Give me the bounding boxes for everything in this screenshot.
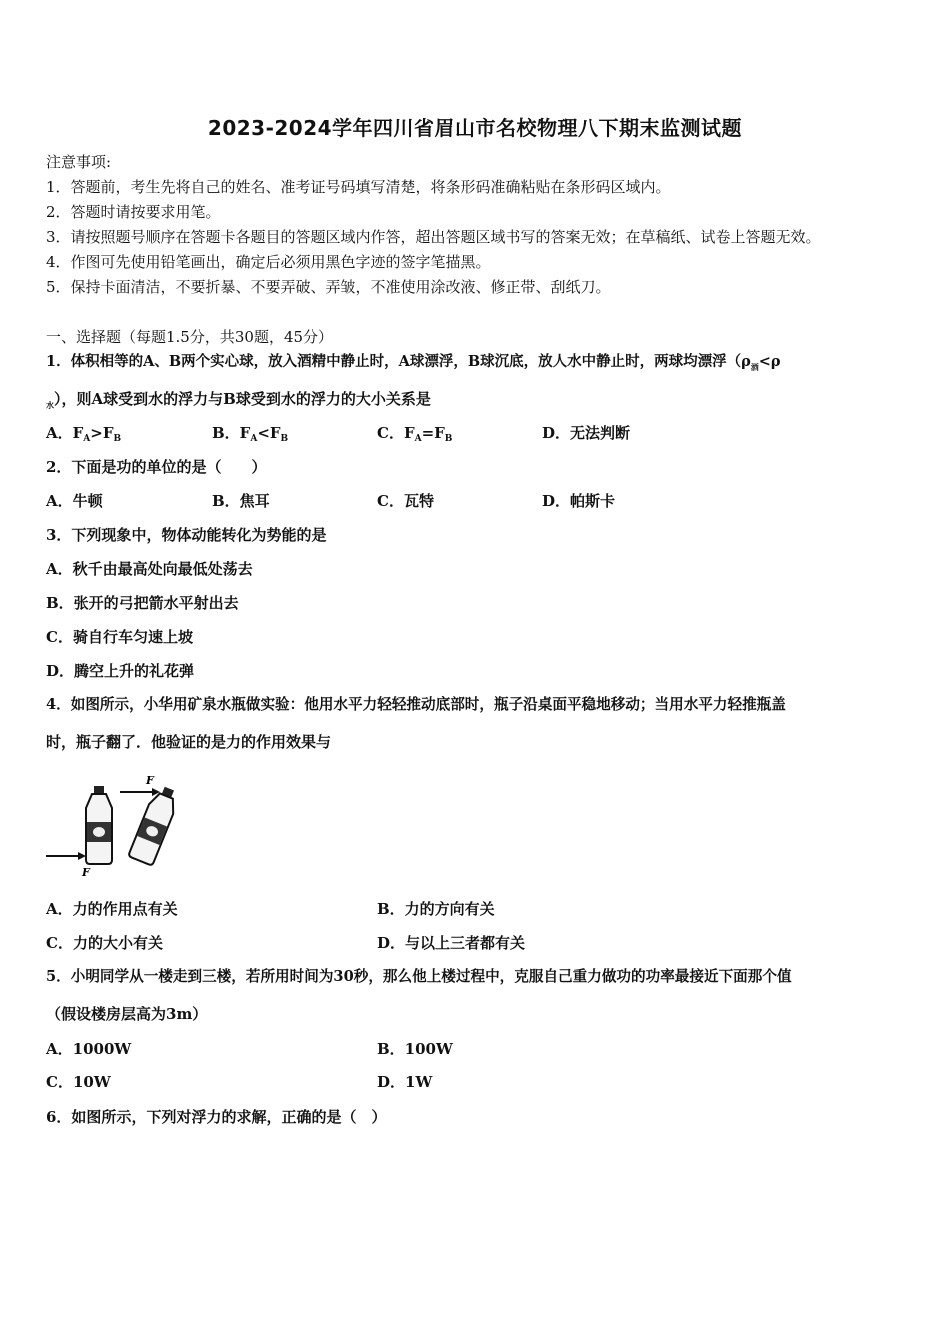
option-b[interactable]: B．焦耳 — [212, 492, 270, 510]
rho-subscript: 水 — [46, 400, 54, 410]
option-d[interactable]: D．1W — [377, 1073, 433, 1091]
option-b[interactable] — [212, 423, 288, 449]
question-4-line2: 时，瓶子翻了．他验证的是力的作用效果与 — [46, 733, 332, 751]
option-a[interactable]: A．力的作用点有关 — [46, 900, 178, 918]
label-mark — [93, 827, 105, 837]
option-c[interactable]: C．力的大小有关 — [46, 934, 163, 952]
notice-item: 3．请按照题号顺序在答题卡各题目的答题区域内作答，超出答题区域书写的答案无效；在草稿纸、试卷上答题无效。 — [46, 228, 821, 246]
option-a[interactable]: A．1000W — [46, 1040, 132, 1058]
option-text: C．F — [377, 424, 415, 442]
option-text: A．F — [46, 424, 84, 442]
option-b[interactable]: B．100W — [377, 1040, 453, 1058]
option-d[interactable]: D．与以上三者都有关 — [377, 934, 526, 952]
subscript: B — [444, 434, 453, 444]
subscript: A — [250, 434, 258, 444]
question-3-stem: 3．下列现象中，物体动能转化为势能的是 — [46, 526, 327, 544]
option-text: =F — [421, 424, 445, 442]
subscript: A — [83, 434, 91, 444]
notice-item: 1．答题前，考生先将自己的姓名、准考证号码填写清楚，将条形码准确粘贴在条形码区域内。 — [46, 178, 671, 196]
option-a[interactable]: A．牛顿 — [46, 492, 103, 510]
option-d[interactable]: D．帕斯卡 — [542, 492, 616, 510]
section-heading: 一、选择题（每题1.5分，共30题，45分） — [46, 328, 334, 346]
bottle-cap — [94, 786, 104, 794]
option-c[interactable]: C．瓦特 — [377, 492, 434, 510]
option-c[interactable]: C．骑自行车匀速上坡 — [46, 628, 193, 646]
question-1-text: 1．体积相等的A、B两个实心球，放入酒精中静止时，A球漂浮，B球沉底，放人水中静止时，两球均漂浮（ρ — [46, 353, 751, 370]
rho-subscript: 酒 — [750, 362, 759, 372]
option-a[interactable] — [46, 423, 121, 449]
subscript: B — [113, 434, 122, 444]
bottle-figure — [44, 772, 194, 886]
option-d[interactable]: D．无法判断 — [542, 424, 631, 442]
question-5-line2: （假设楼房层高为3m） — [46, 1005, 208, 1023]
subscript: B — [280, 434, 289, 444]
option-c[interactable] — [377, 423, 452, 449]
notice-item: 4．作图可先使用铅笔画出，确定后必须用黑色字迹的签字笔描黑。 — [46, 253, 491, 271]
option-c[interactable]: C．10W — [46, 1073, 111, 1091]
option-a[interactable]: A．秋千由最高处向最低处荡去 — [46, 560, 253, 578]
question-6-stem: 6．如图所示，下列对浮力的求解，正确的是（ ） — [46, 1108, 387, 1126]
bottle-illustration — [44, 772, 194, 882]
comparison-text: <ρ — [758, 353, 781, 370]
notice-item: 5．保持卡面清洁，不要折暴、不要弄破、弄皱，不准使用涂改液、修正带、刮纸刀。 — [46, 278, 611, 296]
question-1-line1 — [46, 352, 781, 377]
option-b[interactable]: B．力的方向有关 — [377, 900, 495, 918]
force-label-top: F — [146, 774, 154, 787]
question-5-line1: 5．小明同学从一楼走到三楼，若所用时间为30秒，那么他上楼过程中，克服自己重力做功的功率最接近下面那个值 — [46, 968, 792, 985]
notice-item: 2．答题时请按要求用笔。 — [46, 203, 221, 221]
option-text: B．F — [212, 424, 251, 442]
option-text: >F — [90, 424, 114, 442]
question-1-text: ），则A球受到水的浮力与B球受到水的浮力的大小关系是 — [54, 390, 431, 408]
page-title: 2023-2024学年四川省眉山市名校物理八下期末监测试题 — [207, 116, 743, 140]
notice-heading: 注意事项: — [46, 153, 112, 171]
arrowhead-icon — [78, 852, 86, 860]
question-1-line2 — [46, 389, 431, 415]
option-b[interactable]: B．张开的弓把箭水平射出去 — [46, 594, 239, 612]
force-label-bottom: F — [82, 866, 90, 879]
question-4-line1: 4．如图所示，小华用矿泉水瓶做实验：他用水平力轻轻推动底部时，瓶子沿桌面平稳地移动；当用水平力轻推瓶盖 — [46, 696, 786, 713]
question-2-stem: 2．下面是功的单位的是（ ） — [46, 458, 267, 476]
subscript: A — [414, 434, 422, 444]
option-d[interactable]: D．腾空上升的礼花弹 — [46, 662, 195, 680]
option-text: <F — [257, 424, 281, 442]
